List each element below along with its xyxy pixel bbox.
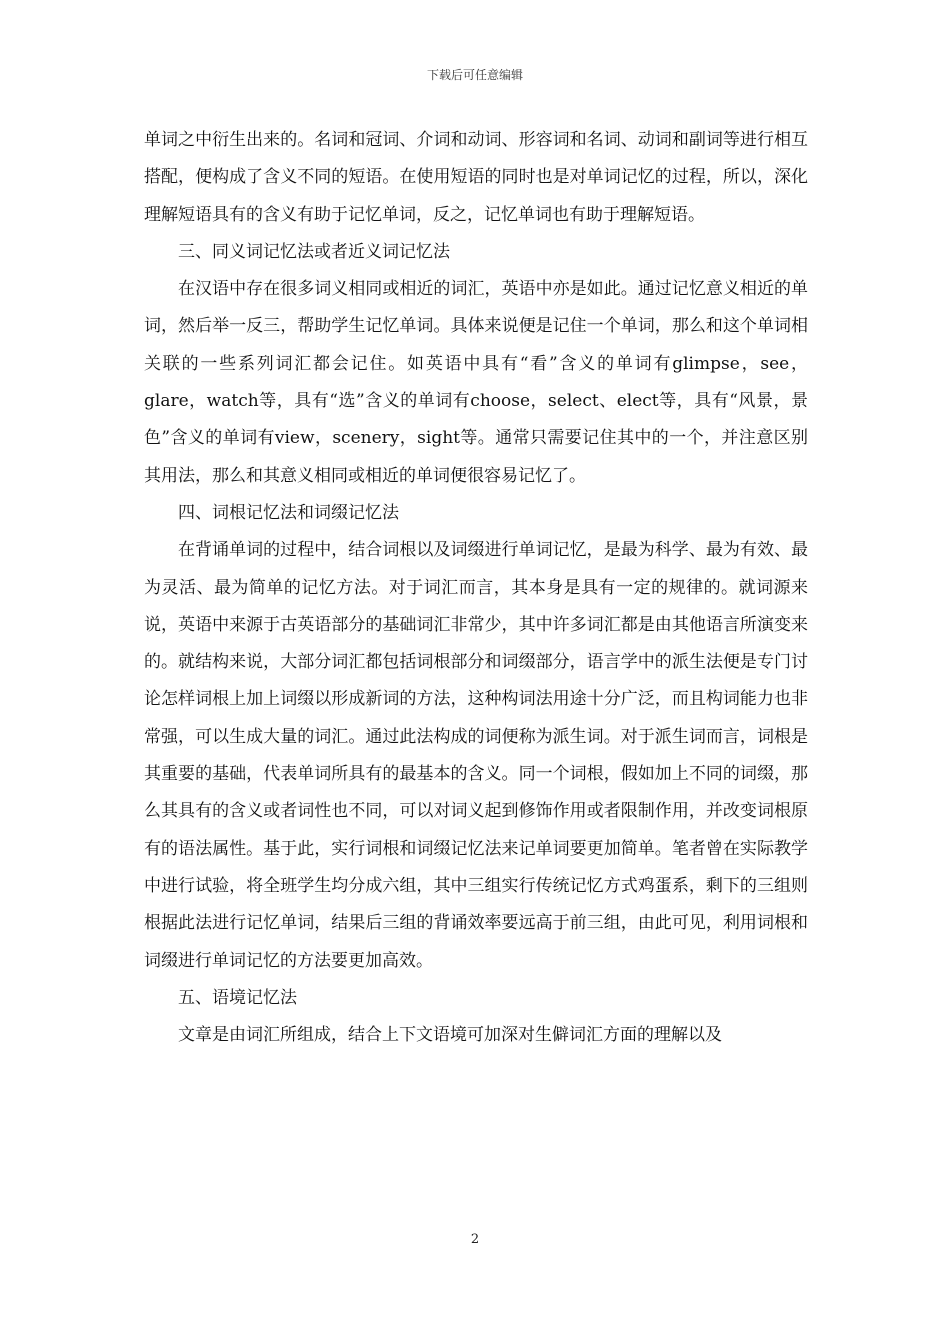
paragraph-continuation: 单词之中衍生出来的。名词和冠词、介词和动词、形容词和名词、动词和副词等进行相互搭配，便构成了含义不同的短语。在使用短语的同时也是对单词记忆的过程，所以，深化理解短语具有的含义有助于记忆单词，反之，记忆单词也有助于理解短语。 <box>144 130 808 225</box>
paragraph-roots-affixes: 在背诵单词的过程中，结合词根以及词缀进行单词记忆，是最为科学、最为有效、最为灵活、最为简单的记忆方法。对于词汇而言，其本身是具有一定的规律的。就词源来说，英语中来源于古英语部分的基础词汇非常少，其中许多词汇都是由其他语言所演变来的。就结构来说，大部分词汇都包括词根部分和词缀部分，语言学中的派生法便是专门讨论怎样词根上加上词缀以形成新词的方法，这种构词法用途十分广泛，而且构词能力也非常强，可以生成大量的词汇。通过此法构成的词便称为派生词。对于派生词而言，词根是其重要的基础，代表单词所具有的最基本的含义。同一个词根，假如加上不同的词缀，那么其具有的含义或者词性也不同，可以对词义起到修饰作用或者限制作用，并改变词根原有的语法属性。基于此，实行词根和词缀记忆法来记单词要更加简单。笔者曾在实际教学中进行试验，将全班学生均分成六组，其中三组实行传统记忆方式鸡蛋系，剩下的三组则根据此法进行记忆单词，结果后三组的背诵效率要远高于前三组，由此可见，利用词根和词缀进行单词记忆的方法要更加高效。 <box>144 540 808 971</box>
document-body <box>144 122 808 1054</box>
paragraph-context: 文章是由词汇所组成，结合上下文语境可加深对生僻词汇方面的理解以及 <box>178 1025 722 1046</box>
page-header: 下载后可任意编辑 <box>426 68 523 82</box>
section-heading-context: 五、语境记忆法 <box>178 987 297 1008</box>
section-heading-synonyms: 三、同义词记忆法或者近义词记忆法 <box>178 241 450 262</box>
paragraph-synonyms: 在汉语中存在很多词义相同或相近的词汇，英语中亦是如此。通过记忆意义相近的单词，然后举一反三，帮助学生记忆单词。具体来说便是记住一个单词，那么和这个单词相关联的一些系列词汇都会记住。如英语中具有“看”含义的单词有glimpse，see，glare，watch等，具有“选”含义的单词有choose，select、elect等，具有“风景，景色”含义的单词有view，scenery，sight等。通常只需要记住其中的一个，并注意区别其用法，那么和其意义相同或相近的单词便很容易记忆了。 <box>144 279 808 486</box>
section-heading-roots-affixes: 四、词根记忆法和词缀记忆法 <box>178 502 399 523</box>
page-number: 2 <box>470 1232 480 1247</box>
